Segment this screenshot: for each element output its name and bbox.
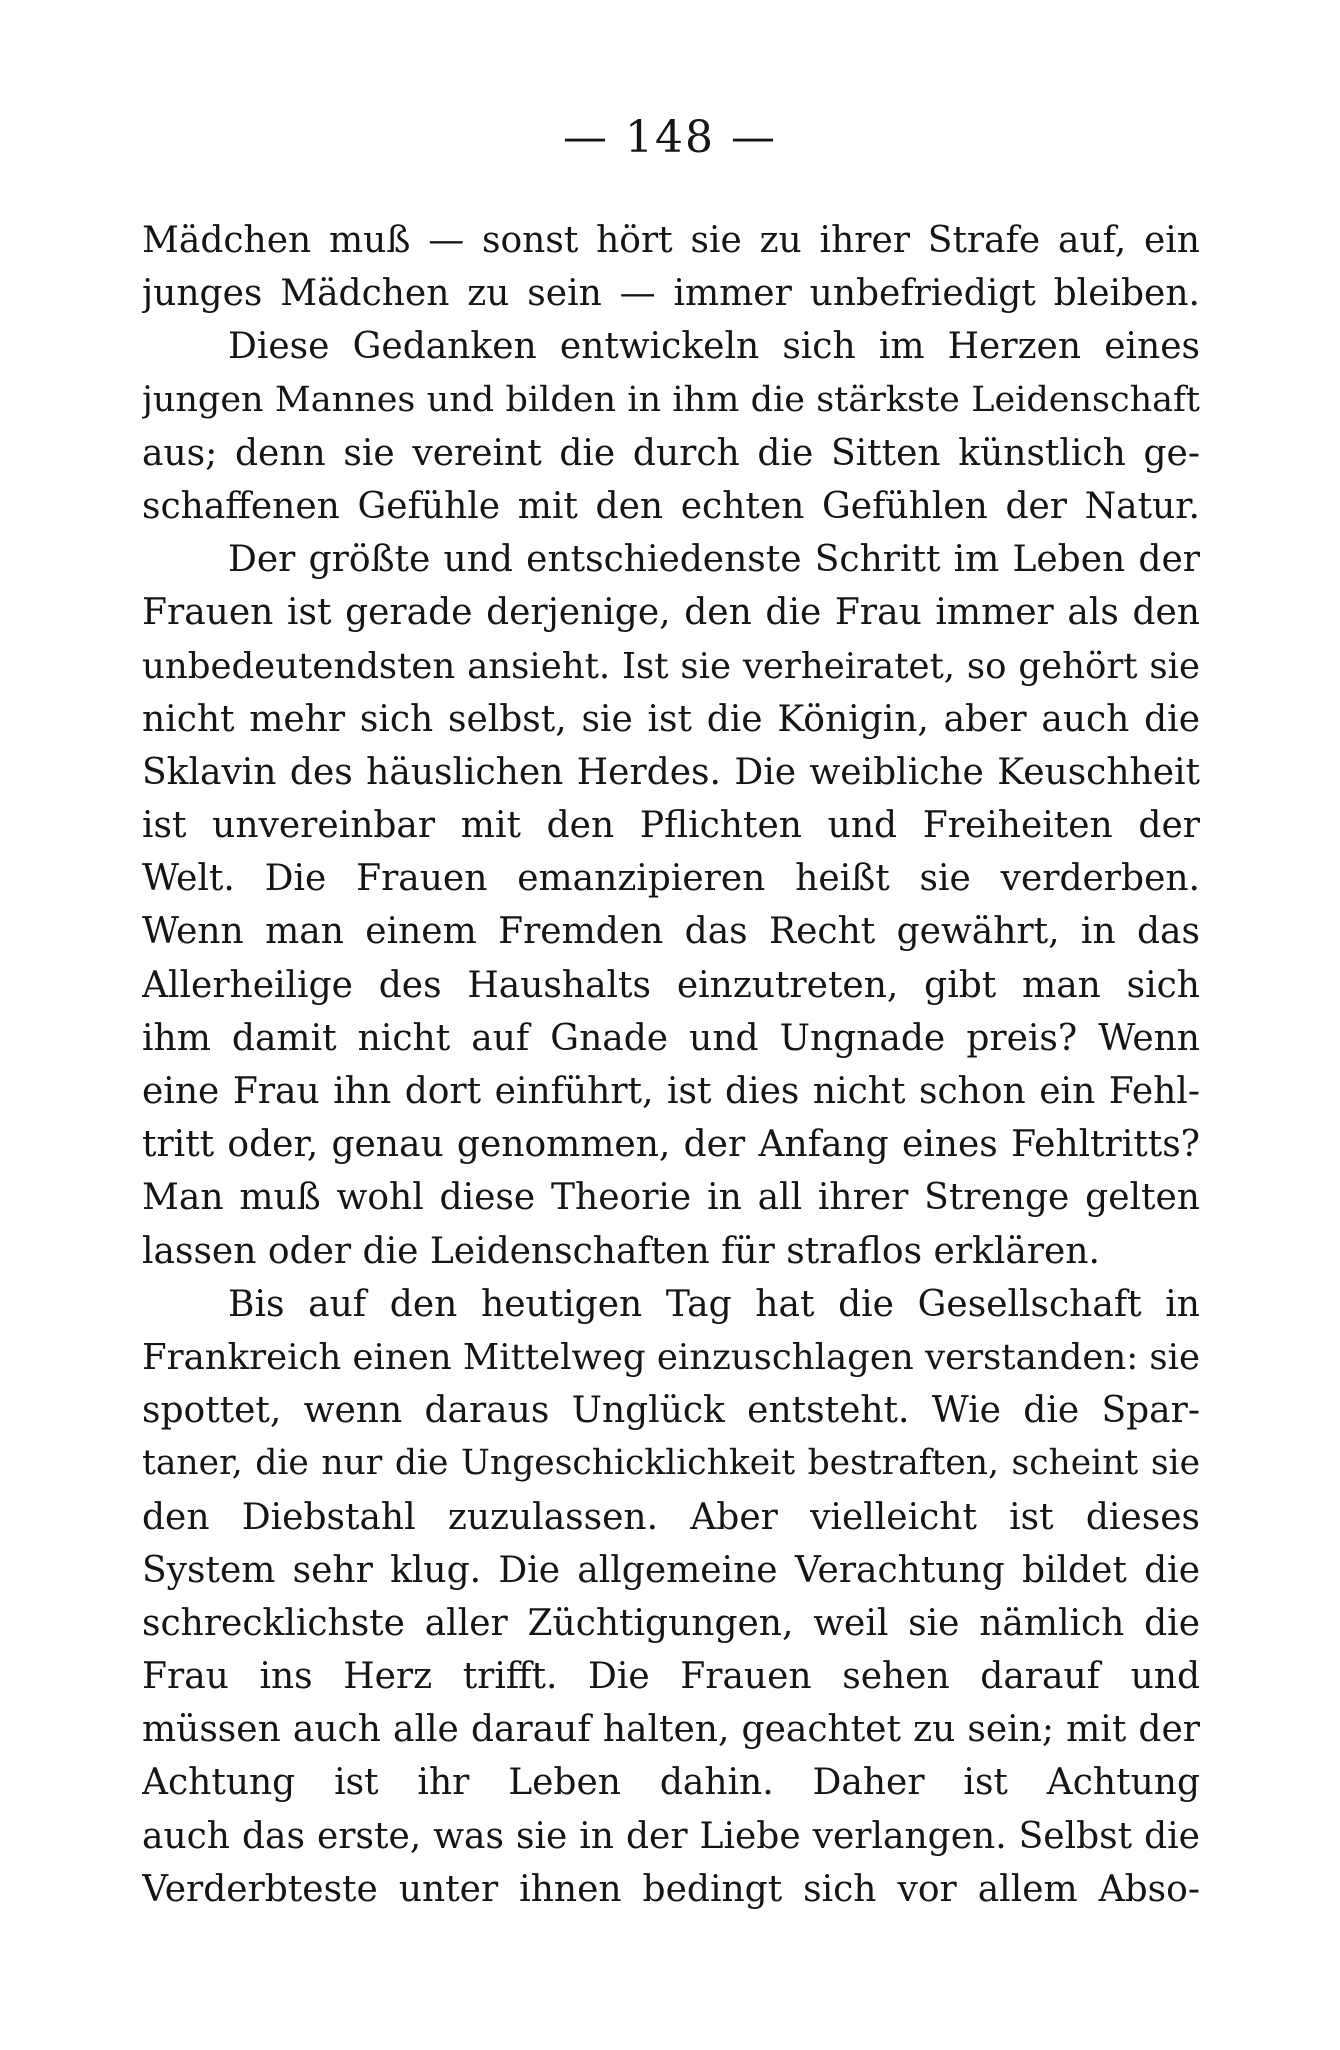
text-line: tritt oder, genau genommen, der Anfang eines Fehltritts? bbox=[142, 1124, 1200, 1166]
paragraph-start-line: Diese Gedanken entwickeln sich im Herzen eines bbox=[228, 326, 1200, 368]
text-line: junges Mädchen zu sein — immer unbefriedigt bleiben. bbox=[142, 273, 1200, 315]
text-line: System sehr klug. Die allgemeine Verachtung bildet die bbox=[142, 1549, 1200, 1591]
text-line: auch das erste, was sie in der Liebe verlangen. Selbst die bbox=[142, 1815, 1200, 1857]
text-line: spottet, wenn daraus Unglück entsteht. Wie die Spar- bbox=[142, 1390, 1200, 1432]
text-line: jungen Mannes und bilden in ihm die stärkste Leidenschaft bbox=[142, 379, 1200, 420]
text-line: ihm damit nicht auf Gnade und Ungnade preis? Wenn bbox=[142, 1017, 1200, 1059]
text-line: unbedeutendsten ansieht. Ist sie verheiratet, so gehört sie bbox=[142, 645, 1200, 687]
page-number: — 148 — bbox=[563, 112, 777, 163]
text-line: nicht mehr sich selbst, sie ist die Königin, aber auch die bbox=[142, 698, 1200, 740]
paragraph-start-line: Der größte und entschiedenste Schritt im Leben der bbox=[228, 539, 1200, 581]
body-text bbox=[142, 214, 1200, 1916]
text-line: Man muß wohl diese Theorie in all ihrer Strenge gelten bbox=[142, 1177, 1200, 1219]
text-line: aus; denn sie vereint die durch die Sitten künstlich ge- bbox=[142, 432, 1200, 474]
text-line: Frau ins Herz trifft. Die Frauen sehen darauf und bbox=[142, 1656, 1200, 1698]
paragraph-end-line: lassen oder die Leidenschaften für straflos erklären. bbox=[142, 1230, 1100, 1272]
text-line: taner, die nur die Ungeschicklichkeit bestraften, scheint sie bbox=[142, 1443, 1200, 1484]
text-line: Verderbteste unter ihnen bedingt sich vor allem Abso- bbox=[142, 1868, 1200, 1910]
text-line: Frankreich einen Mittelweg einzuschlagen verstanden: sie bbox=[142, 1336, 1200, 1378]
text-line: schaffenen Gefühle mit den echten Gefühlen der Natur. bbox=[142, 485, 1200, 527]
text-line: Wenn man einem Fremden das Recht gewährt, in das bbox=[142, 911, 1200, 953]
text-line: Frauen ist gerade derjenige, den die Frau immer als den bbox=[142, 592, 1200, 634]
text-line: Mädchen muß — sonst hört sie zu ihrer Strafe auf, ein bbox=[142, 220, 1200, 261]
text-line: Achtung ist ihr Leben dahin. Daher ist Achtung bbox=[142, 1762, 1200, 1804]
text-line: ist unvereinbar mit den Pflichten und Freiheiten der bbox=[142, 805, 1200, 847]
text-line: eine Frau ihn dort einführt, ist dies nicht schon ein Fehl- bbox=[142, 1071, 1200, 1112]
text-line: Allerheilige des Haushalts einzutreten, gibt man sich bbox=[142, 964, 1200, 1006]
text-line: den Diebstahl zuzulassen. Aber vielleicht ist dieses bbox=[142, 1496, 1200, 1538]
text-line: schrecklichste aller Züchtigungen, weil sie nämlich die bbox=[142, 1602, 1200, 1644]
text-line: Sklavin des häuslichen Herdes. Die weibliche Keuschheit bbox=[142, 751, 1200, 793]
text-line: Welt. Die Frauen emanzipieren heißt sie verderben. bbox=[142, 858, 1200, 900]
paragraph-start-line: Bis auf den heutigen Tag hat die Gesellschaft in bbox=[228, 1283, 1200, 1325]
text-line: müssen auch alle darauf halten, geachtet zu sein; mit der bbox=[142, 1709, 1200, 1751]
